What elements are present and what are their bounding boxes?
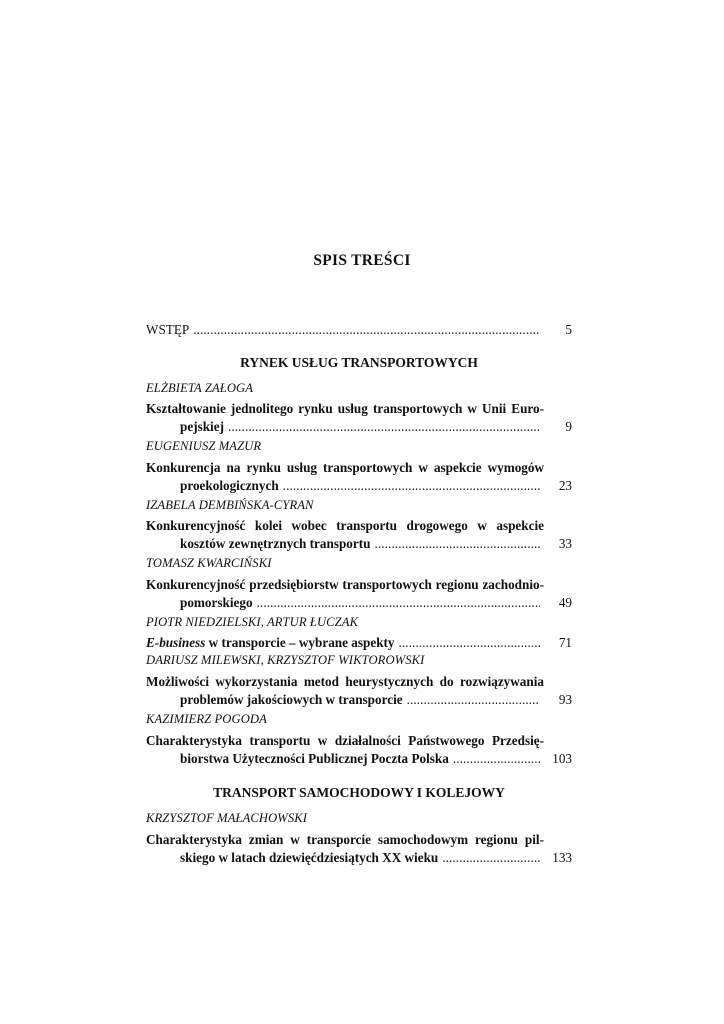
entry-title-text: Konkurencyjność kolei wobec transportu drogowego w aspekcie [146, 518, 544, 533]
entry-title [146, 633, 395, 652]
toc-entry-1[interactable] [180, 419, 572, 435]
entry-title-line1[interactable] [146, 516, 572, 535]
entry-title-text: Konkurencja na rynku usług transportowych w aspekcie wymogów [146, 460, 544, 475]
entry-title-line2: skiego w latach dziewięćdziesiątych XX wieku [180, 850, 439, 865]
toc-entry-intro[interactable] [146, 320, 572, 339]
entry-title-line1[interactable] [146, 575, 572, 594]
entry-author: KAZIMIERZ POGODA [146, 712, 267, 726]
toc-entry-5[interactable] [146, 633, 572, 652]
entry-title-italic: E-business [146, 635, 206, 650]
leader-dots [374, 536, 540, 552]
page-number: 93 [558, 692, 572, 707]
page-title: SPIS TREŚCI [313, 252, 411, 269]
entry-title-line2: pomorskiego [180, 595, 253, 610]
entry-author: KRZYSZTOF MAŁACHOWSKI [146, 811, 308, 825]
entry-title-text: Możliwości wykorzystania metod heurystycznych do rozwiązywania [146, 674, 544, 689]
section-heading: TRANSPORT SAMOCHODOWY I KOLEJOWY [213, 785, 505, 800]
entry-title-text: Charakterystyka zmian w transporcie samochodowym regionu pil- [146, 832, 544, 847]
entry-title-rest: w transporcie – wybrane aspekty [205, 635, 395, 650]
page-number: 5 [565, 322, 572, 337]
leader-dots [193, 320, 540, 339]
entry-author: ELŻBIETA ZAŁOGA [146, 381, 254, 395]
entry-title-line1[interactable] [146, 672, 572, 691]
entry-title-line1[interactable] [146, 731, 572, 750]
entry-author: PIOTR NIEDZIELSKI, ARTUR ŁUCZAK [146, 615, 359, 629]
toc-entry-4[interactable] [180, 595, 572, 611]
entry-title-text: Kształtowanie jednolitego rynku usług transportowych w Unii Euro- [146, 401, 544, 416]
entry-title-line2: proekologicznych [180, 478, 279, 493]
entry-author: DARIUSZ MILEWSKI, KRZYSZTOF WIKTOROWSKI [146, 653, 425, 667]
page-number: 49 [558, 595, 572, 610]
toc-entry-2[interactable] [180, 478, 572, 494]
entry-title-text: Konkurencyjność przedsiębiorstw transportowych regionu zachodnio- [146, 577, 544, 592]
leader-dots [453, 751, 540, 767]
toc-entry-3[interactable] [180, 536, 572, 552]
entry-title-line1[interactable] [146, 458, 572, 477]
toc-entry-7[interactable] [180, 751, 572, 767]
entry-author: TOMASZ KWARCIŃSKI [146, 556, 272, 570]
leader-dots [283, 478, 540, 494]
page-number: 23 [558, 478, 572, 493]
leader-dots [399, 633, 540, 652]
toc-entry-6[interactable] [180, 692, 572, 708]
page-number: 71 [558, 635, 572, 650]
leader-dots [228, 419, 540, 435]
leader-dots [257, 595, 540, 611]
entry-author: IZABELA DEMBIŃSKA-CYRAN [146, 498, 314, 512]
page-number: 103 [552, 751, 572, 766]
entry-title-line2: pejskiej [180, 419, 224, 434]
page-number: 9 [565, 419, 572, 434]
leader-dots [407, 692, 540, 708]
entry-title-line1[interactable] [146, 830, 572, 849]
entry-title-text: Charakterystyka transportu w działalności Państwowego Przedsię- [146, 733, 544, 748]
toc-entry-8[interactable] [180, 850, 572, 866]
leader-dots [442, 850, 540, 866]
entry-title-line2: biorstwa Użyteczności Publicznej Poczta Polska [180, 751, 449, 766]
entry-title-line2: problemów jakościowych w transporcie [180, 692, 403, 707]
page-number: 33 [558, 536, 572, 551]
intro-label: WSTĘP [146, 322, 190, 337]
entry-author: EUGENIUSZ MAZUR [146, 439, 262, 453]
section-heading: RYNEK USŁUG TRANSPORTOWYCH [240, 355, 478, 370]
entry-title-line1[interactable] [146, 399, 572, 418]
entry-title-line2: kosztów zewnętrznych transportu [180, 536, 371, 551]
page-number: 133 [552, 850, 572, 865]
